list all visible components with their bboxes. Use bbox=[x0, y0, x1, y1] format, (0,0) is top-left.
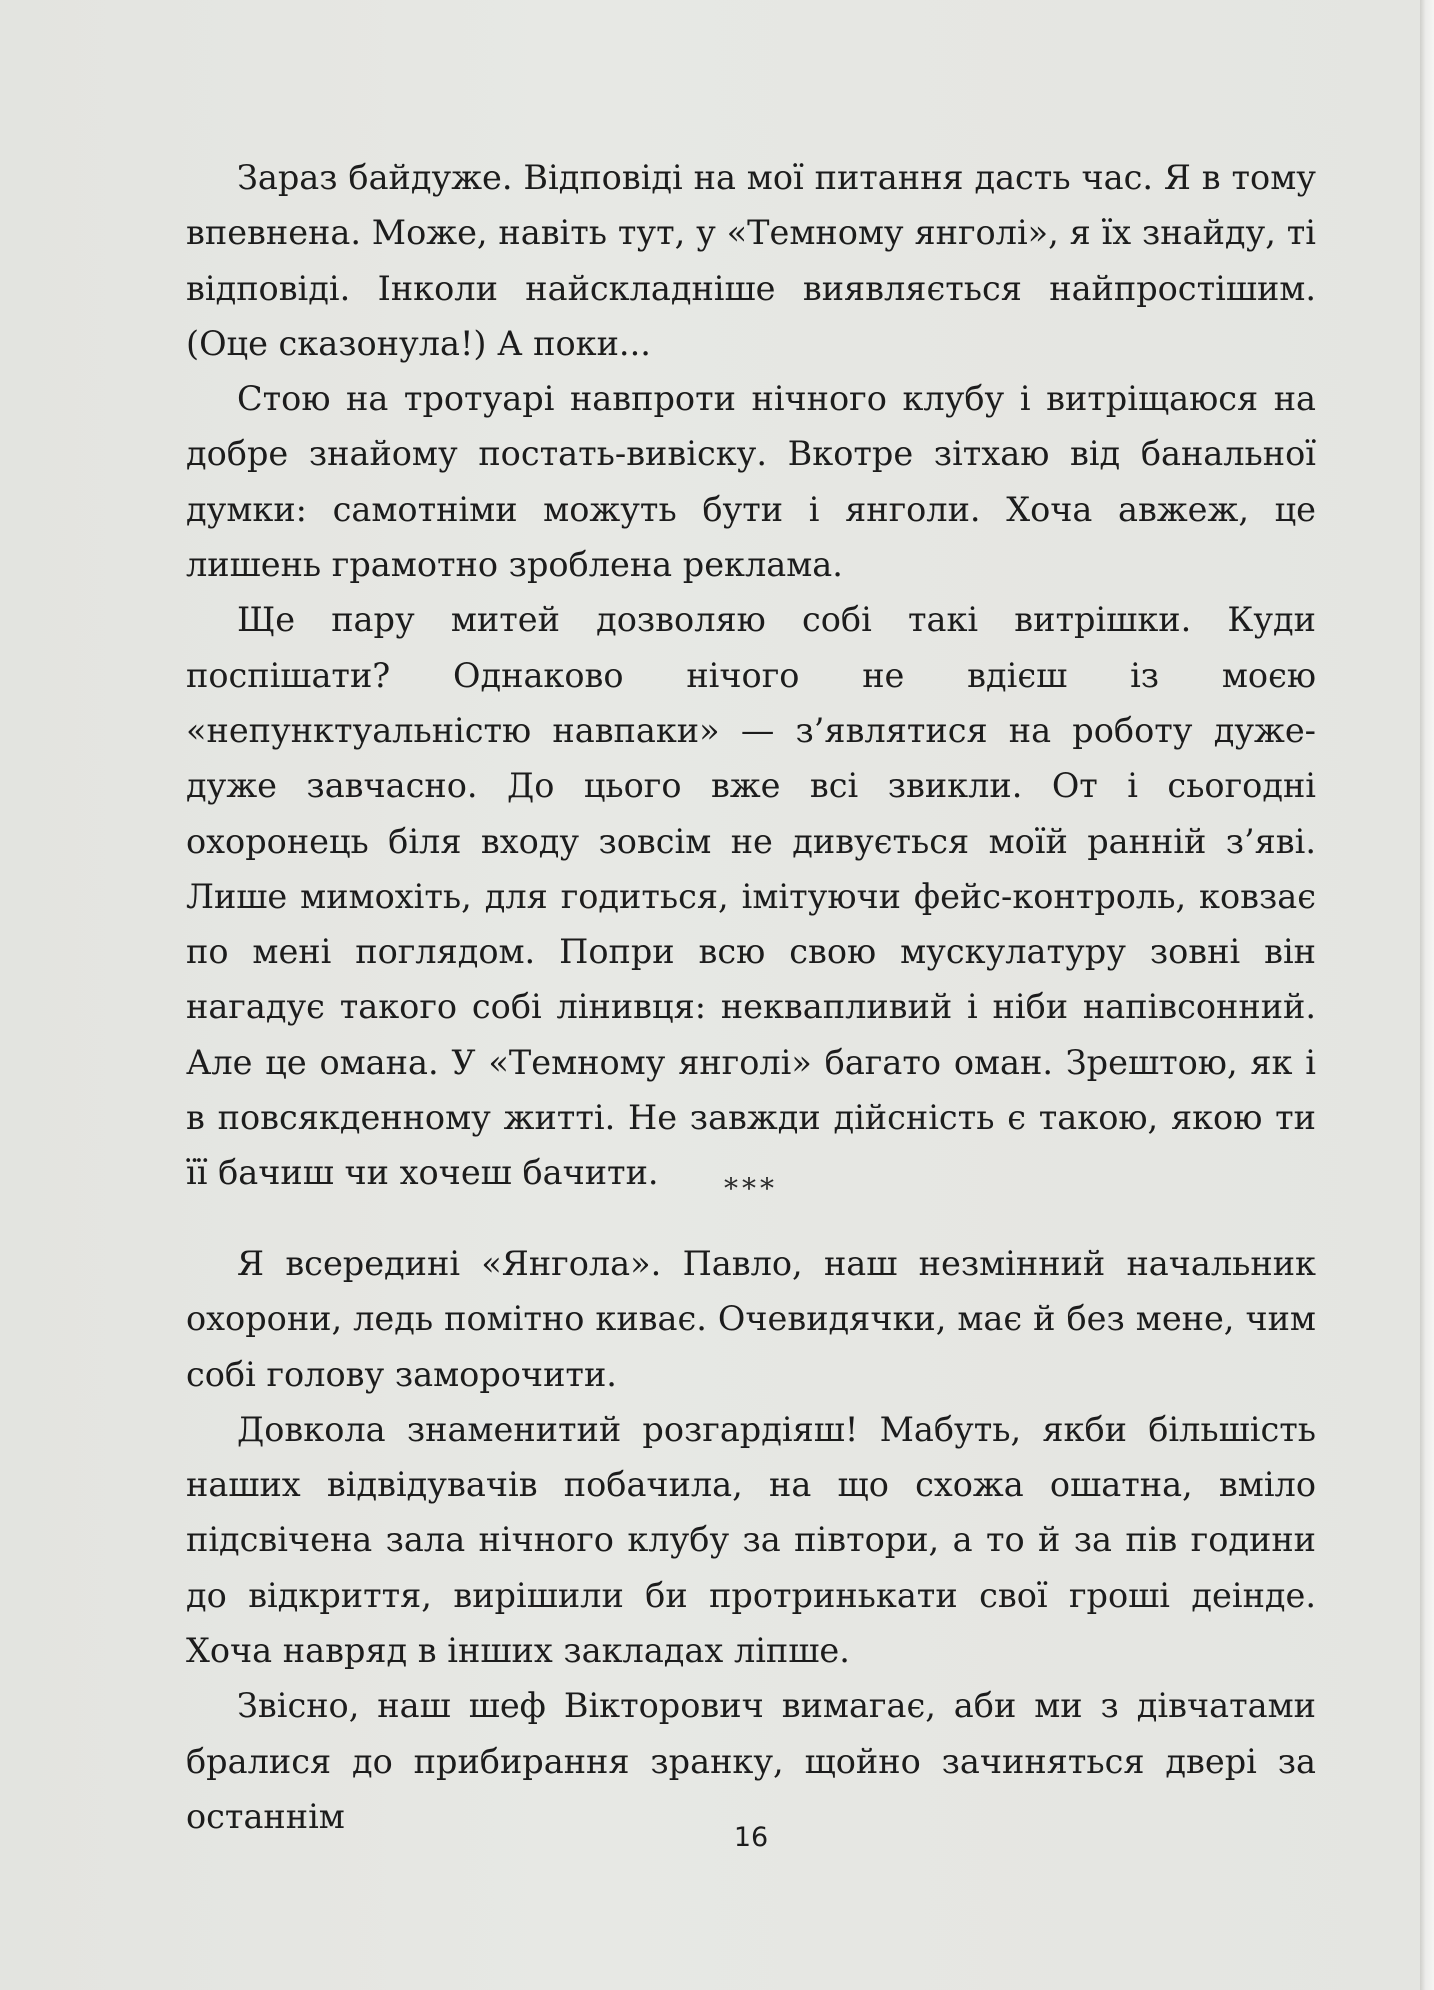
paragraph-6: Звісно, наш шеф Вікторович вимагає, аби ми з дівчатами бралися до прибирання зранку, щойно зачиняться двері за останнім bbox=[186, 1686, 1316, 1836]
page-edge bbox=[1420, 0, 1434, 1990]
text-section-2 bbox=[186, 1236, 1316, 1844]
paragraph-2: Стою на тротуарі навпроти нічного клубу і витріщаюся на добре знайому постать-вивіску. Вкотре зітхаю від банальної думки: самотніми можуть бути і янголи. Хоча авжеж, це лишень грамотно зроблена реклама. bbox=[186, 379, 1316, 585]
section-separator: *** bbox=[724, 1172, 778, 1205]
paragraph-1: Зараз байдуже. Відповіді на мої питання дасть час. Я в тому впевнена. Може, навіть тут, у «Темному янголі», я їх знайду, ті відповіді. Інколи найскладніше виявляється найпростішим. (Оце сказонула!) А поки... bbox=[186, 158, 1316, 363]
paragraph-4: Я всередині «Янгола». Павло, наш незмінний начальник охорони, ледь помітно киває. Очевидячки, має й без мене, чим собі голову заморочити. bbox=[186, 1244, 1316, 1394]
paragraph-3: Ще пару митей дозволяю собі такі витрішки. Куди поспішати? Однаково нічого не вдієш із моєю «непунктуальністю навпаки» — з’являтися на роботу дуже-дуже завчасно. До цього вже всі звикли. От і сьогодні охоронець біля входу зовсім не дивується моїй ранній з’яві. Лише мимохіть, для годиться, імітуючи фейс-контроль, ковзає по мені поглядом. Попри всю свою мускулатуру зовні він нагадує такого собі лінивця: неквапливий і ніби напівсонний. Але це омана. У «Темному янголі» багато оман. Зрештою, як і в повсякденному житті. Не завжди дійсність є такою, якою ти її бачиш чи хочеш бачити. bbox=[186, 600, 1316, 1193]
paragraph-5: Довкола знаменитий розгардіяш! Мабуть, якби більшість наших відвідувачів побачила, на що схожа ошатна, вміло підсвічена зала нічного клубу за півтори, а то й за пів години до відкриття, вирішили би протринькати свої гроші деінде. Хоча навряд в інших закладах ліпше. bbox=[186, 1409, 1316, 1671]
text-section-1 bbox=[186, 150, 1316, 1201]
page-number: 16 bbox=[733, 1822, 769, 1853]
